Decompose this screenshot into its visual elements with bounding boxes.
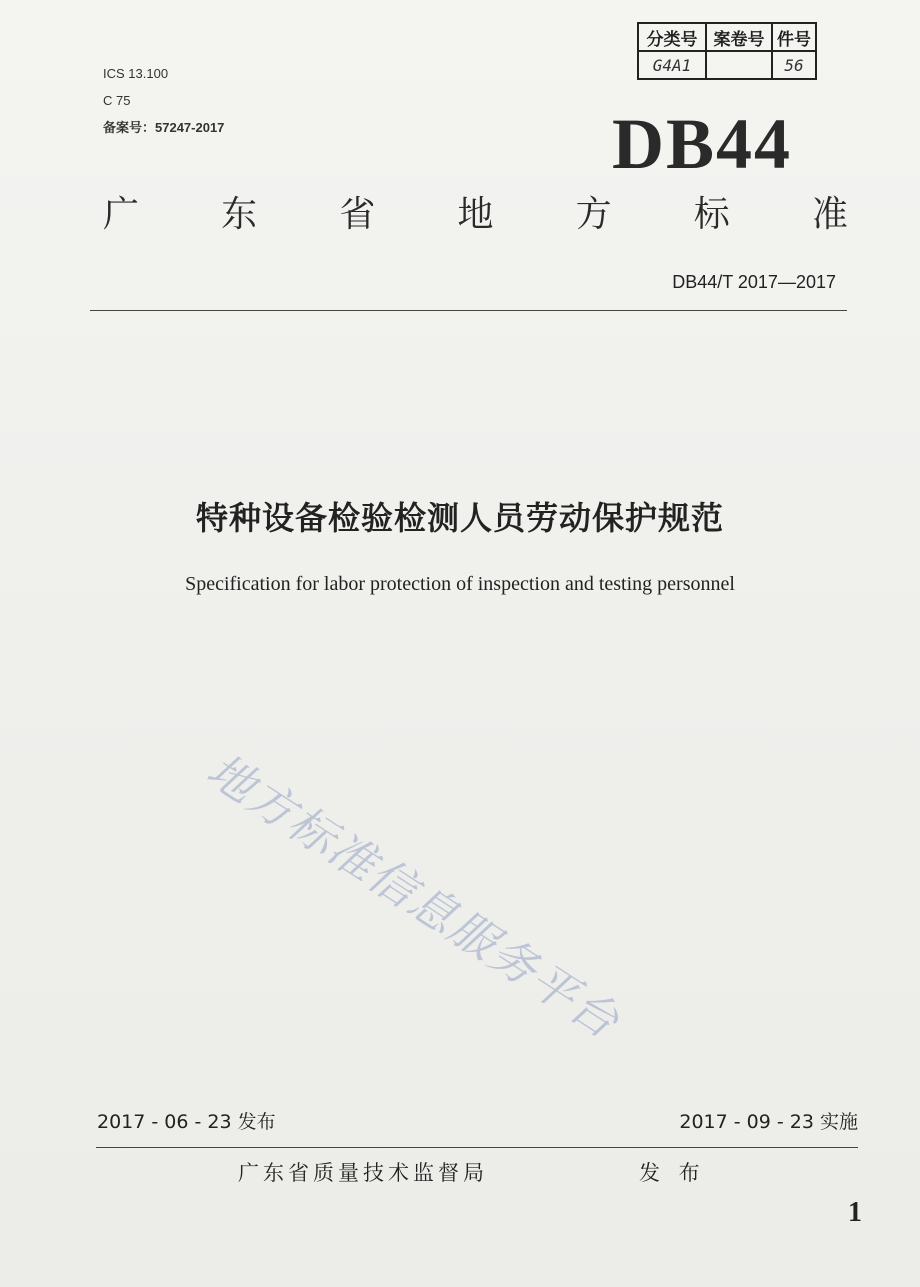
stamp-header-file: 案卷号 bbox=[706, 23, 772, 51]
bottom-divider bbox=[96, 1147, 858, 1148]
heading-char: 广 bbox=[103, 194, 140, 235]
platform-watermark: 地方标准信息服务平台 bbox=[197, 742, 630, 1050]
classification-code: C 75 bbox=[103, 93, 131, 108]
heading-char: 方 bbox=[575, 194, 612, 235]
heading-char: 标 bbox=[693, 194, 730, 235]
stamp-header-category: 分类号 bbox=[638, 23, 706, 51]
heading-char: 东 bbox=[221, 194, 258, 235]
ics-code: ICS 13.100 bbox=[103, 66, 169, 81]
stamp-value-file bbox=[706, 51, 772, 79]
top-divider bbox=[90, 310, 847, 311]
stamp-header-item: 件号 bbox=[772, 23, 816, 51]
implementation-date: 2017 - 09 - 23 实施 bbox=[679, 1111, 858, 1133]
standard-number: DB44/T 2017—2017 bbox=[672, 272, 836, 292]
page-number: 1 bbox=[848, 1197, 862, 1228]
heading-char: 准 bbox=[811, 194, 848, 235]
standard-type-heading bbox=[103, 193, 848, 237]
document-title-english: Specification for labor protection of inspection and testing personnel bbox=[185, 573, 735, 595]
stamp-value-category: G4A1 bbox=[638, 51, 706, 79]
heading-char: 地 bbox=[457, 194, 494, 235]
issuing-authority: 广东省质量技术监督局 bbox=[238, 1161, 488, 1185]
heading-char: 省 bbox=[339, 194, 376, 235]
db44-logo: DB44 bbox=[612, 104, 793, 184]
document-title-chinese: 特种设备检验检测人员劳动保护规范 bbox=[195, 499, 724, 537]
record-number: 备案号：57247-2017 bbox=[103, 120, 225, 135]
stamp-value-item: 56 bbox=[772, 51, 816, 79]
archive-stamp bbox=[637, 22, 817, 80]
issue-date: 2017 - 06 - 23 发布 bbox=[97, 1111, 276, 1133]
issuing-action: 发 布 bbox=[639, 1161, 706, 1185]
